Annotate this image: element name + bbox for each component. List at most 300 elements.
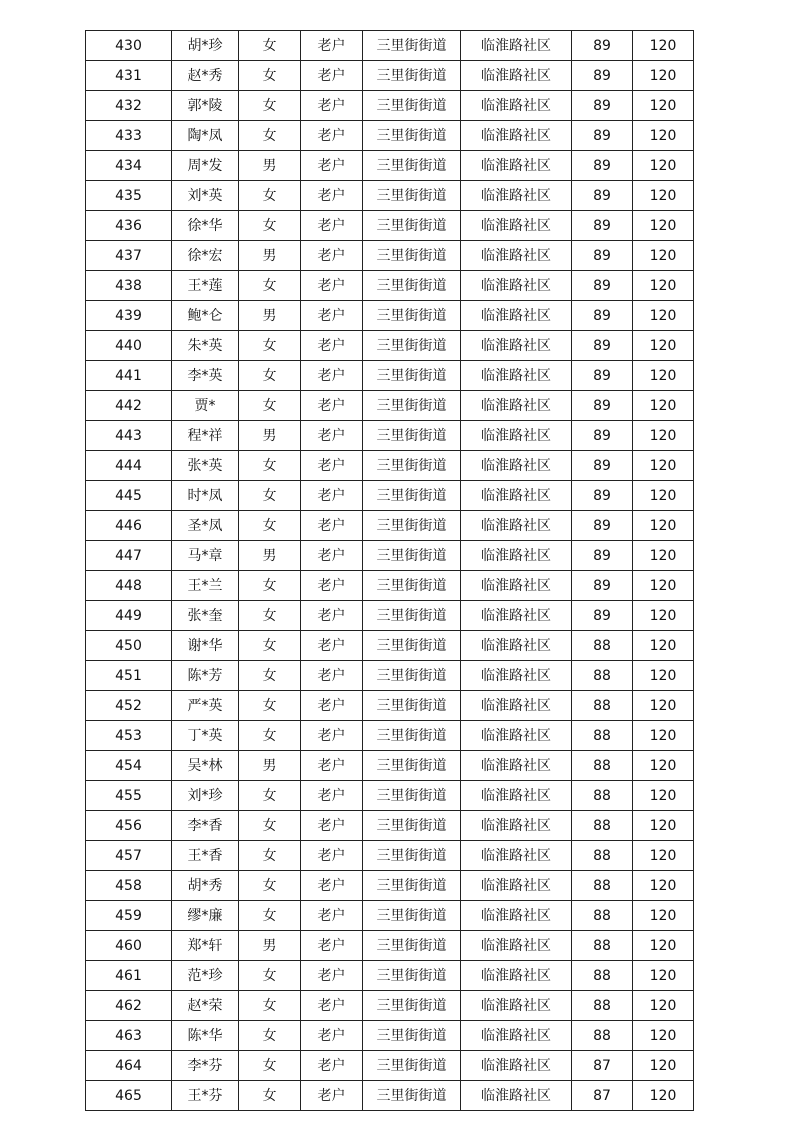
amount-cell: 120 bbox=[633, 631, 694, 661]
amount-cell: 120 bbox=[633, 541, 694, 571]
table-row bbox=[86, 1021, 694, 1051]
gender-cell: 男 bbox=[239, 421, 301, 451]
serial-number-cell: 436 bbox=[86, 211, 172, 241]
community-cell: 临淮路社区 bbox=[461, 511, 572, 541]
community-cell: 临淮路社区 bbox=[461, 871, 572, 901]
street-cell: 三里街街道 bbox=[363, 571, 461, 601]
amount-cell: 120 bbox=[633, 961, 694, 991]
street-cell: 三里街街道 bbox=[363, 721, 461, 751]
street-cell: 三里街街道 bbox=[363, 871, 461, 901]
name-cell: 马*章 bbox=[172, 541, 239, 571]
table-row bbox=[86, 61, 694, 91]
table-row bbox=[86, 31, 694, 61]
age-cell: 88 bbox=[572, 1021, 633, 1051]
age-cell: 89 bbox=[572, 421, 633, 451]
community-cell: 临淮路社区 bbox=[461, 721, 572, 751]
street-cell: 三里街街道 bbox=[363, 301, 461, 331]
table-row bbox=[86, 721, 694, 751]
amount-cell: 120 bbox=[633, 121, 694, 151]
amount-cell: 120 bbox=[633, 361, 694, 391]
gender-cell: 女 bbox=[239, 91, 301, 121]
table-row bbox=[86, 961, 694, 991]
name-cell: 贾* bbox=[172, 391, 239, 421]
serial-number-cell: 432 bbox=[86, 91, 172, 121]
household-type-cell: 老户 bbox=[301, 691, 363, 721]
household-type-cell: 老户 bbox=[301, 151, 363, 181]
age-cell: 87 bbox=[572, 1051, 633, 1081]
serial-number-cell: 434 bbox=[86, 151, 172, 181]
street-cell: 三里街街道 bbox=[363, 1051, 461, 1081]
household-type-cell: 老户 bbox=[301, 181, 363, 211]
age-cell: 89 bbox=[572, 211, 633, 241]
serial-number-cell: 459 bbox=[86, 901, 172, 931]
street-cell: 三里街街道 bbox=[363, 901, 461, 931]
table-row bbox=[86, 301, 694, 331]
street-cell: 三里街街道 bbox=[363, 241, 461, 271]
age-cell: 89 bbox=[572, 301, 633, 331]
household-type-cell: 老户 bbox=[301, 271, 363, 301]
age-cell: 88 bbox=[572, 841, 633, 871]
street-cell: 三里街街道 bbox=[363, 511, 461, 541]
name-cell: 严*英 bbox=[172, 691, 239, 721]
table-row bbox=[86, 451, 694, 481]
table-row bbox=[86, 901, 694, 931]
gender-cell: 女 bbox=[239, 1081, 301, 1111]
table-row bbox=[86, 691, 694, 721]
household-type-cell: 老户 bbox=[301, 451, 363, 481]
serial-number-cell: 447 bbox=[86, 541, 172, 571]
table-row bbox=[86, 181, 694, 211]
community-cell: 临淮路社区 bbox=[461, 961, 572, 991]
serial-number-cell: 445 bbox=[86, 481, 172, 511]
community-cell: 临淮路社区 bbox=[461, 751, 572, 781]
name-cell: 李*芬 bbox=[172, 1051, 239, 1081]
gender-cell: 女 bbox=[239, 631, 301, 661]
name-cell: 陈*华 bbox=[172, 1021, 239, 1051]
gender-cell: 女 bbox=[239, 331, 301, 361]
table-row bbox=[86, 631, 694, 661]
street-cell: 三里街街道 bbox=[363, 1081, 461, 1111]
community-cell: 临淮路社区 bbox=[461, 181, 572, 211]
table-row bbox=[86, 1051, 694, 1081]
serial-number-cell: 442 bbox=[86, 391, 172, 421]
community-cell: 临淮路社区 bbox=[461, 811, 572, 841]
street-cell: 三里街街道 bbox=[363, 421, 461, 451]
age-cell: 89 bbox=[572, 601, 633, 631]
street-cell: 三里街街道 bbox=[363, 691, 461, 721]
gender-cell: 男 bbox=[239, 241, 301, 271]
age-cell: 89 bbox=[572, 91, 633, 121]
age-cell: 89 bbox=[572, 451, 633, 481]
community-cell: 临淮路社区 bbox=[461, 451, 572, 481]
serial-number-cell: 453 bbox=[86, 721, 172, 751]
name-cell: 谢*华 bbox=[172, 631, 239, 661]
serial-number-cell: 439 bbox=[86, 301, 172, 331]
age-cell: 89 bbox=[572, 271, 633, 301]
gender-cell: 男 bbox=[239, 301, 301, 331]
amount-cell: 120 bbox=[633, 601, 694, 631]
table-row bbox=[86, 331, 694, 361]
serial-number-cell: 452 bbox=[86, 691, 172, 721]
age-cell: 89 bbox=[572, 571, 633, 601]
name-cell: 胡*珍 bbox=[172, 31, 239, 61]
community-cell: 临淮路社区 bbox=[461, 541, 572, 571]
gender-cell: 女 bbox=[239, 661, 301, 691]
gender-cell: 女 bbox=[239, 871, 301, 901]
serial-number-cell: 457 bbox=[86, 841, 172, 871]
table-row bbox=[86, 571, 694, 601]
age-cell: 88 bbox=[572, 661, 633, 691]
street-cell: 三里街街道 bbox=[363, 181, 461, 211]
serial-number-cell: 454 bbox=[86, 751, 172, 781]
serial-number-cell: 440 bbox=[86, 331, 172, 361]
table-row bbox=[86, 751, 694, 781]
serial-number-cell: 437 bbox=[86, 241, 172, 271]
street-cell: 三里街街道 bbox=[363, 781, 461, 811]
household-type-cell: 老户 bbox=[301, 241, 363, 271]
table-row bbox=[86, 511, 694, 541]
serial-number-cell: 456 bbox=[86, 811, 172, 841]
name-cell: 鲍*仑 bbox=[172, 301, 239, 331]
street-cell: 三里街街道 bbox=[363, 661, 461, 691]
age-cell: 89 bbox=[572, 481, 633, 511]
serial-number-cell: 460 bbox=[86, 931, 172, 961]
household-type-cell: 老户 bbox=[301, 871, 363, 901]
amount-cell: 120 bbox=[633, 841, 694, 871]
household-type-cell: 老户 bbox=[301, 481, 363, 511]
household-type-cell: 老户 bbox=[301, 901, 363, 931]
serial-number-cell: 455 bbox=[86, 781, 172, 811]
table-row bbox=[86, 991, 694, 1021]
household-type-cell: 老户 bbox=[301, 841, 363, 871]
street-cell: 三里街街道 bbox=[363, 931, 461, 961]
household-type-cell: 老户 bbox=[301, 631, 363, 661]
amount-cell: 120 bbox=[633, 1021, 694, 1051]
table-row bbox=[86, 931, 694, 961]
street-cell: 三里街街道 bbox=[363, 751, 461, 781]
household-type-cell: 老户 bbox=[301, 1051, 363, 1081]
amount-cell: 120 bbox=[633, 331, 694, 361]
amount-cell: 120 bbox=[633, 271, 694, 301]
community-cell: 临淮路社区 bbox=[461, 991, 572, 1021]
street-cell: 三里街街道 bbox=[363, 811, 461, 841]
street-cell: 三里街街道 bbox=[363, 151, 461, 181]
table-row bbox=[86, 781, 694, 811]
age-cell: 89 bbox=[572, 61, 633, 91]
serial-number-cell: 433 bbox=[86, 121, 172, 151]
name-cell: 李*香 bbox=[172, 811, 239, 841]
serial-number-cell: 462 bbox=[86, 991, 172, 1021]
household-type-cell: 老户 bbox=[301, 571, 363, 601]
community-cell: 临淮路社区 bbox=[461, 331, 572, 361]
gender-cell: 女 bbox=[239, 901, 301, 931]
name-cell: 胡*秀 bbox=[172, 871, 239, 901]
street-cell: 三里街街道 bbox=[363, 31, 461, 61]
amount-cell: 120 bbox=[633, 1081, 694, 1111]
household-type-cell: 老户 bbox=[301, 751, 363, 781]
street-cell: 三里街街道 bbox=[363, 841, 461, 871]
serial-number-cell: 463 bbox=[86, 1021, 172, 1051]
community-cell: 临淮路社区 bbox=[461, 211, 572, 241]
amount-cell: 120 bbox=[633, 451, 694, 481]
community-cell: 临淮路社区 bbox=[461, 571, 572, 601]
street-cell: 三里街街道 bbox=[363, 391, 461, 421]
community-cell: 临淮路社区 bbox=[461, 781, 572, 811]
gender-cell: 女 bbox=[239, 31, 301, 61]
household-type-cell: 老户 bbox=[301, 781, 363, 811]
serial-number-cell: 435 bbox=[86, 181, 172, 211]
table-row bbox=[86, 121, 694, 151]
community-cell: 临淮路社区 bbox=[461, 61, 572, 91]
household-type-cell: 老户 bbox=[301, 331, 363, 361]
age-cell: 89 bbox=[572, 391, 633, 421]
table-row bbox=[86, 871, 694, 901]
amount-cell: 120 bbox=[633, 31, 694, 61]
serial-number-cell: 448 bbox=[86, 571, 172, 601]
community-cell: 临淮路社区 bbox=[461, 1021, 572, 1051]
serial-number-cell: 449 bbox=[86, 601, 172, 631]
household-type-cell: 老户 bbox=[301, 61, 363, 91]
name-cell: 郑*轩 bbox=[172, 931, 239, 961]
age-cell: 88 bbox=[572, 721, 633, 751]
name-cell: 王*香 bbox=[172, 841, 239, 871]
age-cell: 87 bbox=[572, 1081, 633, 1111]
household-type-cell: 老户 bbox=[301, 511, 363, 541]
name-cell: 刘*珍 bbox=[172, 781, 239, 811]
serial-number-cell: 450 bbox=[86, 631, 172, 661]
street-cell: 三里街街道 bbox=[363, 61, 461, 91]
serial-number-cell: 444 bbox=[86, 451, 172, 481]
age-cell: 88 bbox=[572, 871, 633, 901]
name-cell: 王*兰 bbox=[172, 571, 239, 601]
community-cell: 临淮路社区 bbox=[461, 91, 572, 121]
community-cell: 临淮路社区 bbox=[461, 601, 572, 631]
amount-cell: 120 bbox=[633, 61, 694, 91]
gender-cell: 女 bbox=[239, 211, 301, 241]
gender-cell: 女 bbox=[239, 121, 301, 151]
gender-cell: 女 bbox=[239, 181, 301, 211]
street-cell: 三里街街道 bbox=[363, 631, 461, 661]
community-cell: 临淮路社区 bbox=[461, 241, 572, 271]
household-type-cell: 老户 bbox=[301, 31, 363, 61]
name-cell: 王*芬 bbox=[172, 1081, 239, 1111]
name-cell: 程*祥 bbox=[172, 421, 239, 451]
name-cell: 赵*秀 bbox=[172, 61, 239, 91]
street-cell: 三里街街道 bbox=[363, 91, 461, 121]
household-type-cell: 老户 bbox=[301, 301, 363, 331]
age-cell: 89 bbox=[572, 31, 633, 61]
serial-number-cell: 430 bbox=[86, 31, 172, 61]
amount-cell: 120 bbox=[633, 151, 694, 181]
gender-cell: 女 bbox=[239, 721, 301, 751]
amount-cell: 120 bbox=[633, 931, 694, 961]
age-cell: 89 bbox=[572, 241, 633, 271]
serial-number-cell: 458 bbox=[86, 871, 172, 901]
amount-cell: 120 bbox=[633, 301, 694, 331]
name-cell: 范*珍 bbox=[172, 961, 239, 991]
household-type-cell: 老户 bbox=[301, 421, 363, 451]
gender-cell: 女 bbox=[239, 961, 301, 991]
amount-cell: 120 bbox=[633, 181, 694, 211]
age-cell: 88 bbox=[572, 811, 633, 841]
household-type-cell: 老户 bbox=[301, 361, 363, 391]
gender-cell: 女 bbox=[239, 361, 301, 391]
community-cell: 临淮路社区 bbox=[461, 661, 572, 691]
street-cell: 三里街街道 bbox=[363, 451, 461, 481]
roster-body bbox=[86, 31, 694, 1111]
age-cell: 89 bbox=[572, 121, 633, 151]
gender-cell: 女 bbox=[239, 1021, 301, 1051]
name-cell: 吴*林 bbox=[172, 751, 239, 781]
community-cell: 临淮路社区 bbox=[461, 901, 572, 931]
community-cell: 临淮路社区 bbox=[461, 841, 572, 871]
amount-cell: 120 bbox=[633, 211, 694, 241]
table-row bbox=[86, 241, 694, 271]
community-cell: 临淮路社区 bbox=[461, 931, 572, 961]
table-row bbox=[86, 601, 694, 631]
household-type-cell: 老户 bbox=[301, 541, 363, 571]
community-cell: 临淮路社区 bbox=[461, 391, 572, 421]
community-cell: 临淮路社区 bbox=[461, 151, 572, 181]
table-row bbox=[86, 361, 694, 391]
street-cell: 三里街街道 bbox=[363, 121, 461, 151]
table-row bbox=[86, 541, 694, 571]
table-row bbox=[86, 481, 694, 511]
amount-cell: 120 bbox=[633, 391, 694, 421]
amount-cell: 120 bbox=[633, 811, 694, 841]
street-cell: 三里街街道 bbox=[363, 991, 461, 1021]
age-cell: 89 bbox=[572, 331, 633, 361]
name-cell: 时*凤 bbox=[172, 481, 239, 511]
name-cell: 朱*英 bbox=[172, 331, 239, 361]
gender-cell: 女 bbox=[239, 1051, 301, 1081]
household-type-cell: 老户 bbox=[301, 931, 363, 961]
name-cell: 陶*凤 bbox=[172, 121, 239, 151]
name-cell: 刘*英 bbox=[172, 181, 239, 211]
name-cell: 缪*廉 bbox=[172, 901, 239, 931]
gender-cell: 女 bbox=[239, 61, 301, 91]
age-cell: 88 bbox=[572, 961, 633, 991]
name-cell: 张*英 bbox=[172, 451, 239, 481]
amount-cell: 120 bbox=[633, 991, 694, 1021]
community-cell: 临淮路社区 bbox=[461, 421, 572, 451]
community-cell: 临淮路社区 bbox=[461, 361, 572, 391]
gender-cell: 女 bbox=[239, 391, 301, 421]
gender-cell: 女 bbox=[239, 511, 301, 541]
name-cell: 张*奎 bbox=[172, 601, 239, 631]
community-cell: 临淮路社区 bbox=[461, 271, 572, 301]
age-cell: 89 bbox=[572, 511, 633, 541]
household-type-cell: 老户 bbox=[301, 211, 363, 241]
table-row bbox=[86, 421, 694, 451]
household-type-cell: 老户 bbox=[301, 811, 363, 841]
amount-cell: 120 bbox=[633, 241, 694, 271]
gender-cell: 男 bbox=[239, 541, 301, 571]
gender-cell: 男 bbox=[239, 151, 301, 181]
street-cell: 三里街街道 bbox=[363, 601, 461, 631]
amount-cell: 120 bbox=[633, 91, 694, 121]
community-cell: 临淮路社区 bbox=[461, 1081, 572, 1111]
serial-number-cell: 438 bbox=[86, 271, 172, 301]
name-cell: 陈*芳 bbox=[172, 661, 239, 691]
street-cell: 三里街街道 bbox=[363, 211, 461, 241]
serial-number-cell: 446 bbox=[86, 511, 172, 541]
street-cell: 三里街街道 bbox=[363, 1021, 461, 1051]
serial-number-cell: 461 bbox=[86, 961, 172, 991]
household-type-cell: 老户 bbox=[301, 601, 363, 631]
household-type-cell: 老户 bbox=[301, 1021, 363, 1051]
street-cell: 三里街街道 bbox=[363, 361, 461, 391]
name-cell: 圣*凤 bbox=[172, 511, 239, 541]
household-type-cell: 老户 bbox=[301, 961, 363, 991]
age-cell: 88 bbox=[572, 991, 633, 1021]
serial-number-cell: 465 bbox=[86, 1081, 172, 1111]
amount-cell: 120 bbox=[633, 511, 694, 541]
gender-cell: 男 bbox=[239, 931, 301, 961]
amount-cell: 120 bbox=[633, 421, 694, 451]
community-cell: 临淮路社区 bbox=[461, 301, 572, 331]
serial-number-cell: 441 bbox=[86, 361, 172, 391]
age-cell: 89 bbox=[572, 151, 633, 181]
age-cell: 89 bbox=[572, 361, 633, 391]
age-cell: 88 bbox=[572, 631, 633, 661]
gender-cell: 女 bbox=[239, 601, 301, 631]
gender-cell: 女 bbox=[239, 271, 301, 301]
household-type-cell: 老户 bbox=[301, 721, 363, 751]
age-cell: 88 bbox=[572, 931, 633, 961]
community-cell: 临淮路社区 bbox=[461, 691, 572, 721]
table-row bbox=[86, 211, 694, 241]
gender-cell: 女 bbox=[239, 691, 301, 721]
amount-cell: 120 bbox=[633, 721, 694, 751]
age-cell: 88 bbox=[572, 751, 633, 781]
street-cell: 三里街街道 bbox=[363, 331, 461, 361]
table-row bbox=[86, 811, 694, 841]
community-cell: 临淮路社区 bbox=[461, 1051, 572, 1081]
gender-cell: 女 bbox=[239, 451, 301, 481]
amount-cell: 120 bbox=[633, 571, 694, 601]
amount-cell: 120 bbox=[633, 751, 694, 781]
name-cell: 周*发 bbox=[172, 151, 239, 181]
amount-cell: 120 bbox=[633, 661, 694, 691]
table-row bbox=[86, 391, 694, 421]
amount-cell: 120 bbox=[633, 781, 694, 811]
name-cell: 赵*荣 bbox=[172, 991, 239, 1021]
age-cell: 88 bbox=[572, 691, 633, 721]
community-cell: 临淮路社区 bbox=[461, 481, 572, 511]
community-cell: 临淮路社区 bbox=[461, 31, 572, 61]
amount-cell: 120 bbox=[633, 481, 694, 511]
serial-number-cell: 431 bbox=[86, 61, 172, 91]
table-row bbox=[86, 271, 694, 301]
gender-cell: 女 bbox=[239, 841, 301, 871]
table-row bbox=[86, 661, 694, 691]
subsidy-roster-table bbox=[85, 30, 694, 1111]
household-type-cell: 老户 bbox=[301, 1081, 363, 1111]
gender-cell: 男 bbox=[239, 751, 301, 781]
age-cell: 88 bbox=[572, 901, 633, 931]
household-type-cell: 老户 bbox=[301, 91, 363, 121]
table-row bbox=[86, 1081, 694, 1111]
table-row bbox=[86, 151, 694, 181]
name-cell: 李*英 bbox=[172, 361, 239, 391]
amount-cell: 120 bbox=[633, 691, 694, 721]
household-type-cell: 老户 bbox=[301, 661, 363, 691]
amount-cell: 120 bbox=[633, 871, 694, 901]
household-type-cell: 老户 bbox=[301, 991, 363, 1021]
community-cell: 临淮路社区 bbox=[461, 121, 572, 151]
gender-cell: 女 bbox=[239, 571, 301, 601]
